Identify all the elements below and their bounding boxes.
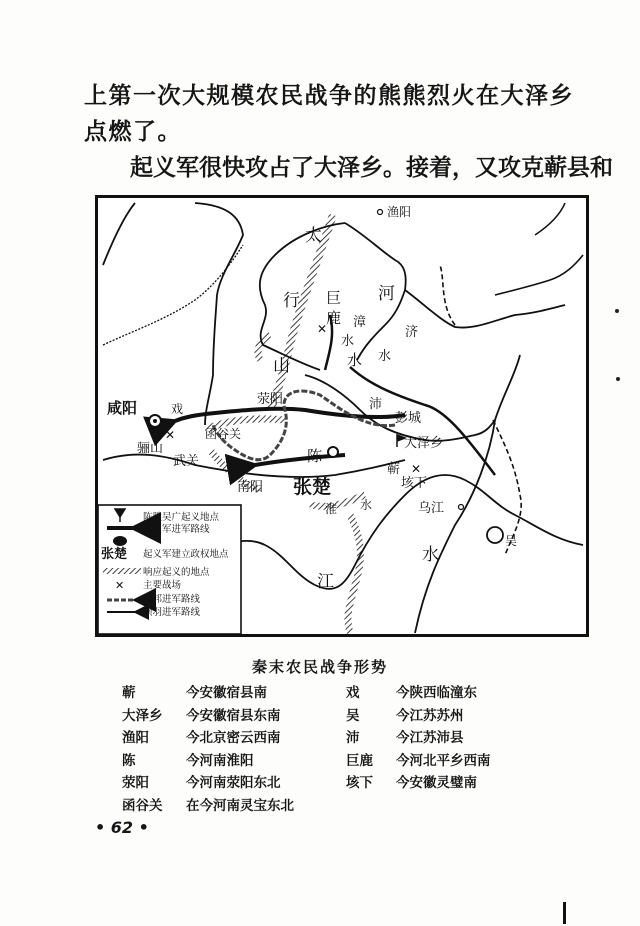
label-jiang: 江: [317, 572, 334, 592]
modern-location: 今安徽灵璧南: [396, 775, 477, 791]
label-xingyang: 荥阳: [257, 392, 284, 407]
battle-cross-icon: ✕: [411, 462, 422, 476]
label-wujiang: 乌江: [418, 501, 445, 516]
label-xianyang: 咸阳: [107, 399, 138, 417]
glossary-row: [122, 705, 294, 728]
label-jiang-shui: 水: [422, 545, 439, 565]
label-ji-shui: 水: [378, 349, 392, 364]
legend-label: 起义军建立政权地点: [143, 549, 229, 560]
label-dazexiang: 大泽乡: [404, 436, 444, 451]
xianyang-dot: [153, 419, 157, 423]
modern-location: 今河南荥阳东北: [186, 775, 281, 791]
regime-icon: [113, 536, 127, 546]
modern-location: 在今河南灵宝东北: [186, 797, 294, 814]
glossary-right: [346, 682, 491, 795]
place-name: 巨鹿: [346, 752, 373, 769]
place-name: 荥阳: [122, 775, 149, 791]
glossary-row: [122, 750, 294, 773]
legend-label: 主要战场: [143, 580, 182, 591]
modern-location: 今河南淮阳: [186, 752, 254, 769]
wujiang-marker: [459, 505, 464, 510]
map-figure: [95, 195, 589, 637]
glossary-row: [346, 772, 491, 795]
modern-location: 今安徽宿县东南: [186, 707, 281, 724]
label-wu: 吴: [505, 534, 518, 548]
glossary-row: [346, 682, 491, 705]
scan-speck: [615, 309, 619, 313]
place-name: 陈: [122, 752, 136, 769]
scan-mark: [563, 902, 566, 924]
legend-label: 项羽进军路线: [143, 607, 201, 618]
label-pei: 沛: [369, 397, 383, 412]
label-gaixia: 垓下: [401, 476, 428, 491]
legend-label: 刘邦进军路线: [143, 594, 201, 605]
glossary-row: [346, 705, 491, 728]
label-huai-shui: 水: [360, 498, 373, 512]
modern-location: 今河北平乡西南: [396, 752, 491, 769]
label-shan: 山: [273, 356, 290, 376]
place-name: 戏: [346, 685, 360, 701]
label-zhang: 漳: [353, 315, 367, 330]
label-xi: 戏: [171, 402, 184, 416]
paragraph-1: 上第一次大规模农民战争的熊熊烈火在大泽乡点燃了。: [84, 82, 574, 145]
place-name: 大泽乡: [122, 707, 163, 724]
label-tai: 太: [305, 226, 322, 246]
modern-location: 今江苏沛县: [396, 730, 464, 746]
uprising-area-icon: [103, 568, 141, 574]
label-lishan: 骊山: [137, 441, 164, 456]
glossary-row: [346, 750, 491, 773]
place-name: 沛: [346, 730, 360, 746]
map-legend: [98, 505, 241, 634]
glossary-row: [122, 682, 294, 705]
modern-location: 今安徽宿县南: [186, 685, 267, 701]
label-wuguan: 武关: [173, 454, 200, 469]
chen-marker: [328, 447, 338, 457]
label-zhangchu: 张楚: [293, 476, 332, 498]
page-number: • 62 •: [95, 818, 149, 837]
scan-speck: [616, 377, 620, 381]
legend-zhangchu-symbol: 张楚: [101, 547, 128, 562]
legend-label: 响应起义的地点: [143, 567, 210, 578]
place-name: 渔阳: [122, 730, 149, 746]
battle-cross-icon: ✕: [115, 579, 125, 592]
legend-label: 起义军进军路线: [143, 524, 210, 535]
label-zhang-shui: 水: [341, 334, 355, 349]
place-name: 垓下: [346, 775, 373, 791]
wu-marker: [487, 527, 503, 543]
yuyang-marker: [378, 210, 383, 215]
glossary-row: [346, 727, 491, 750]
place-name: 吴: [346, 707, 360, 724]
label-pengcheng: 彭城: [395, 411, 422, 426]
glossary-row: [122, 727, 294, 750]
modern-location: 今北京密云西南: [186, 730, 281, 746]
paragraph-2: 起义军很快攻占了大泽乡。接着，又攻克蕲县和: [130, 154, 613, 181]
label-qi: 蕲: [387, 462, 401, 477]
place-name: 蕲: [122, 685, 136, 701]
label-yuyang: 渔阳: [387, 205, 412, 219]
modern-location: 今江苏苏州: [396, 707, 464, 724]
label-huai: 淮: [325, 502, 338, 516]
label-ji: 济: [405, 325, 419, 340]
battle-cross-icon: ✕: [165, 428, 176, 442]
glossary-row: [122, 795, 294, 818]
label-julu-2: 鹿: [326, 309, 342, 327]
label-julu-1: 巨: [326, 289, 342, 307]
legend-label: 陈胜吴广起义地点: [143, 512, 220, 523]
glossary-row: [122, 772, 294, 795]
figure-caption: 秦末农民战争形势: [251, 658, 388, 676]
label-hanguguan: 函谷关: [205, 427, 242, 441]
glossary-left: [122, 682, 294, 817]
battle-cross-icon: ✕: [317, 322, 328, 336]
label-nanyang: 南阳: [237, 480, 264, 495]
label-chen: 陈: [307, 447, 323, 465]
modern-location: 今陕西临潼东: [396, 685, 477, 701]
label-xing: 行: [283, 291, 300, 311]
label-shui: 水: [347, 351, 363, 369]
label-he: 河: [378, 284, 395, 304]
place-name: 函谷关: [122, 797, 163, 814]
